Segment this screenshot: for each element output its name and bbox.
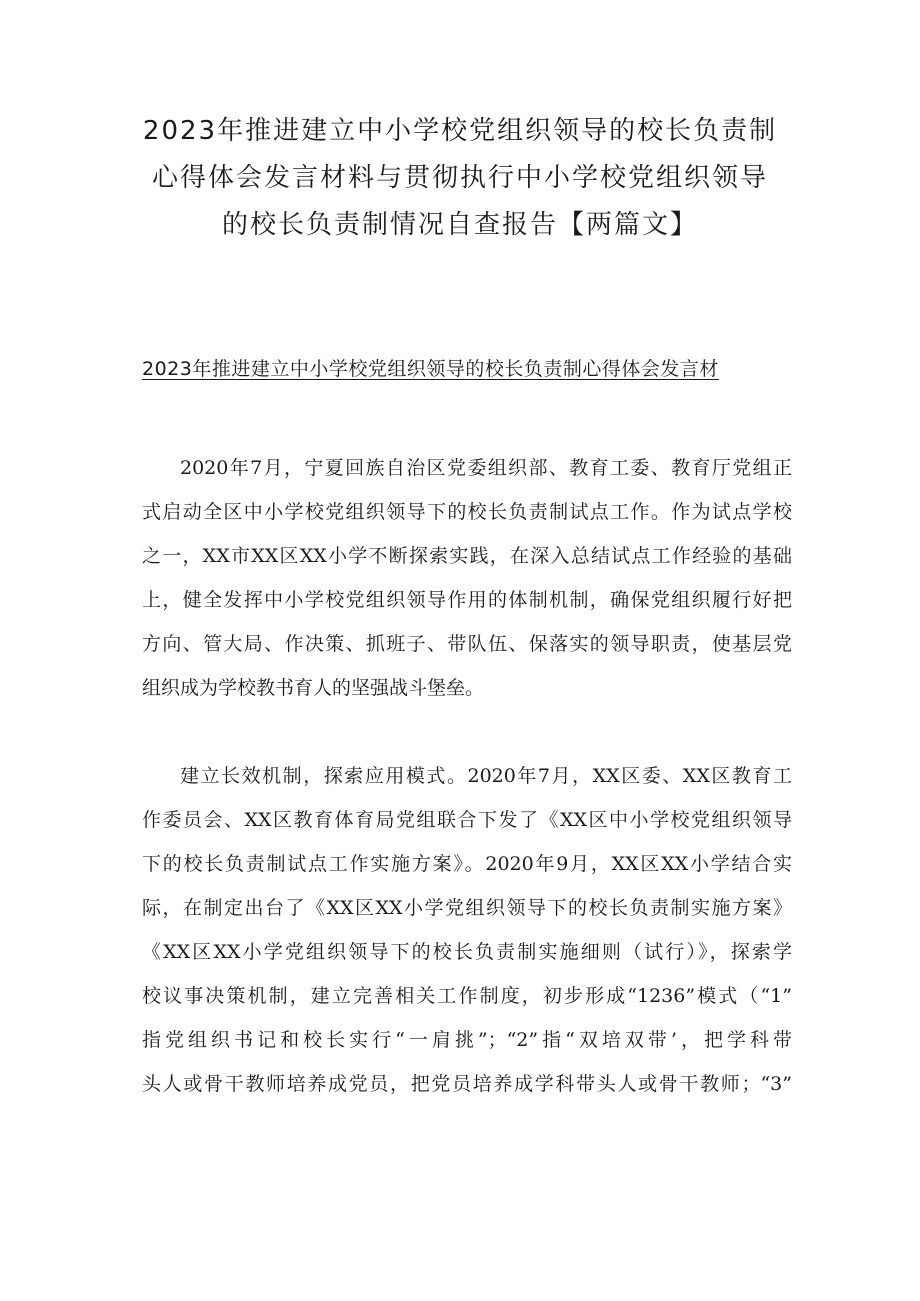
- body-paragraph: [142, 754, 792, 1106]
- paragraph-line: 作委员会、XX区教育体育局党组联合下发了《XX区中小学校党组织领导: [142, 809, 792, 831]
- paragraph-line: 下的校长负责制试点工作实施方案》。2020年9月，XX区XX小学结合实: [142, 853, 792, 875]
- paragraph-line: 头人或骨干教师培养成党员，把党员培养成学科带头人或骨干教师；“3”: [142, 1073, 792, 1095]
- paragraph-line: 2020年7月，宁夏回族自治区党委组织部、教育工委、教育厅党组正: [180, 457, 792, 479]
- paragraph-line: 建立长效机制，探索应用模式。2020年7月，XX区委、XX区教育工: [180, 765, 792, 787]
- paragraph-line: 之一，XX市XX区XX小学不断探索实践，在深入总结试点工作经验的基础: [142, 545, 792, 567]
- paragraph-line: 方向、管大局、作决策、抓班子、带队伍、保落实的领导职责，使基层党: [142, 633, 792, 655]
- paragraph-line: 际，在制定出台了《XX区XX小学党组织领导下的校长负责制实施方案》: [142, 897, 792, 919]
- section-heading: 2023年推进建立中小学校党组织领导的校长负责制心得体会发言材: [142, 358, 719, 380]
- paragraph-line: 指党组织书记和校长实行“一肩挑”；“2”指“双培双带’，把学科带: [142, 1029, 792, 1051]
- title-line: 心得体会发言材料与贯彻执行中小学校党组织领导: [151, 163, 768, 193]
- paragraph-line: 上，健全发挥中小学校党组织领导作用的体制机制，确保党组织履行好把: [142, 589, 792, 611]
- document-title: [130, 108, 790, 249]
- title-line: 的校长负责制情况自查报告【两篇文】: [221, 210, 698, 240]
- paragraph-line: 校议事决策机制，建立完善相关工作制度，初步形成“1236”模式（“1”: [142, 985, 792, 1007]
- title-line: 2023年推进建立中小学校党组织领导的校长负责制: [142, 116, 778, 146]
- paragraph-line: 式启动全区中小学校党组织领导下的校长负责制试点工作。作为试点学校: [142, 501, 792, 523]
- paragraph-line: 组织成为学校教书育人的坚强战斗堡垒。: [142, 677, 485, 699]
- paragraph-line: 《XX区XX小学党组织领导下的校长负责制实施细则（试行）》，探索学: [142, 941, 792, 963]
- body-paragraph: [142, 446, 792, 710]
